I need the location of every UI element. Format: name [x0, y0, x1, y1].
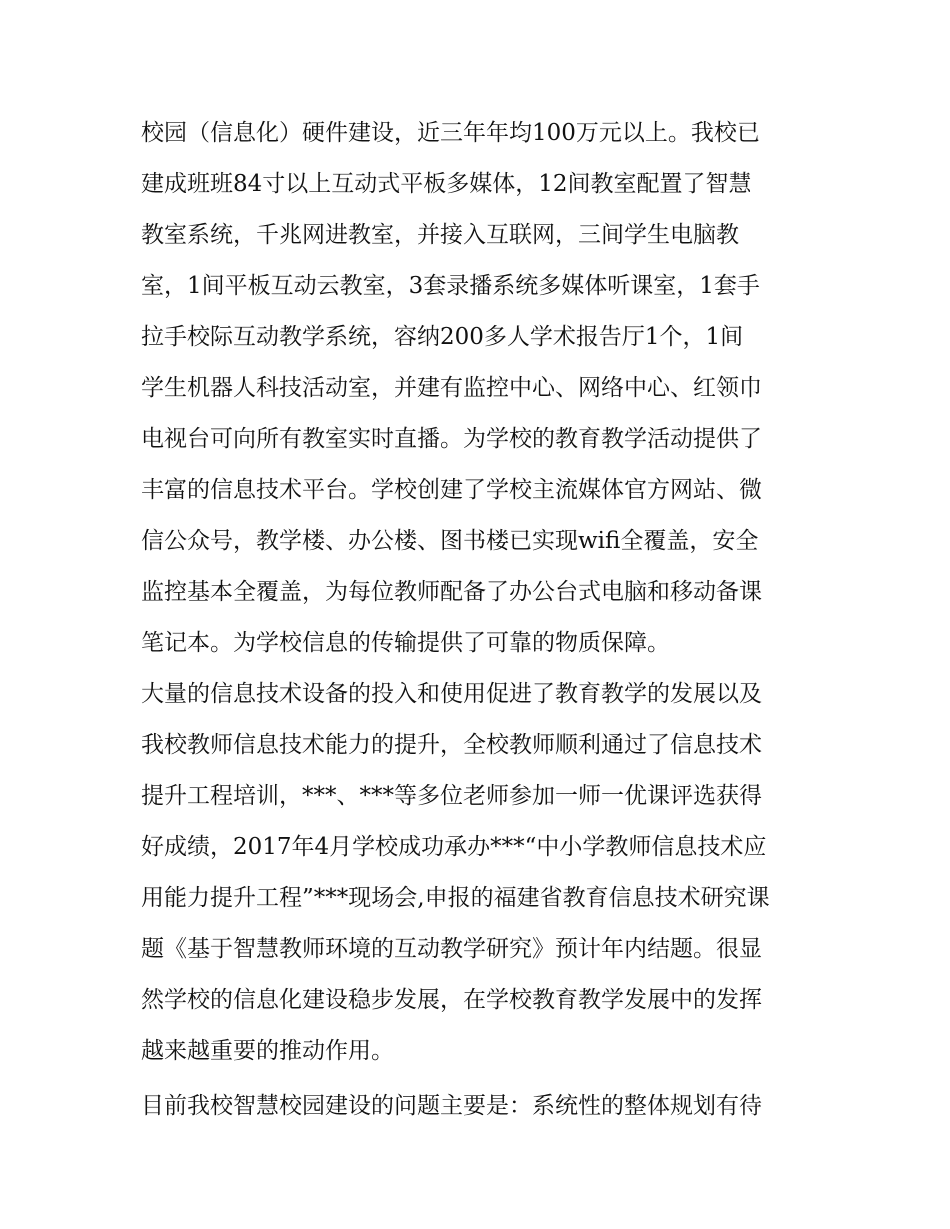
paragraph-1 — [141, 108, 821, 669]
text-line: 我校教师信息技术能力的提升，全校教师顺利通过了信息技术 — [141, 732, 762, 758]
text-line: 室，1间平板互动云教室，3套录播系统多媒体听课室，1套手 — [141, 273, 760, 299]
paragraph-2 — [141, 669, 821, 1077]
text-line: 建成班班84寸以上互动式平板多媒体，12间教室配置了智慧 — [141, 171, 752, 197]
text-line: 题《基于智慧教师环境的互动教学研究》预计年内结题。很显 — [141, 936, 762, 962]
text-line: 然学校的信息化建设稳步发展，在学校教育教学发展中的发挥 — [141, 987, 762, 1013]
text-line: 教室系统，千兆网进教室，并接入互联网，三间学生电脑教 — [141, 222, 739, 248]
text-line: 笔记本。为学校信息的传输提供了可靠的物质保障。 — [141, 630, 670, 656]
paragraph-3 — [141, 1081, 821, 1132]
text-line: 用能力提升工程”***现场会,申报的福建省教育信息技术研究课 — [141, 885, 770, 911]
text-line: 丰富的信息技术平台。学校创建了学校主流媒体官方网站、微 — [141, 477, 762, 503]
text-line: 学生机器人科技活动室，并建有监控中心、网络中心、红领巾 — [141, 375, 762, 401]
text-line: 电视台可向所有教室实时直播。为学校的教育教学活动提供了 — [141, 426, 762, 452]
text-line: 好成绩，2017年4月学校成功承办***“中小学教师信息技术应 — [141, 834, 767, 860]
text-line: 监控基本全覆盖，为每位教师配备了办公台式电脑和移动备课 — [141, 579, 762, 605]
text-line: 目前我校智慧校园建设的问题主要是：系统性的整体规划有待 — [141, 1093, 762, 1119]
text-line: 拉手校际互动教学系统，容纳200多人学术报告厅1个，1间 — [141, 324, 744, 350]
text-line: 越来越重要的推动作用。 — [141, 1038, 394, 1064]
text-line: 提升工程培训，***、***等多位老师参加一师一优课评选获得 — [141, 783, 762, 809]
text-line: 信公众号，教学楼、办公楼、图书楼已实现wifi全覆盖，安全 — [141, 528, 759, 554]
text-line: 校园（信息化）硬件建设，近三年年均100万元以上。我校已 — [141, 120, 760, 146]
document-body — [141, 108, 821, 1132]
text-line: 大量的信息技术设备的投入和使用促进了教育教学的发展以及 — [141, 681, 762, 707]
